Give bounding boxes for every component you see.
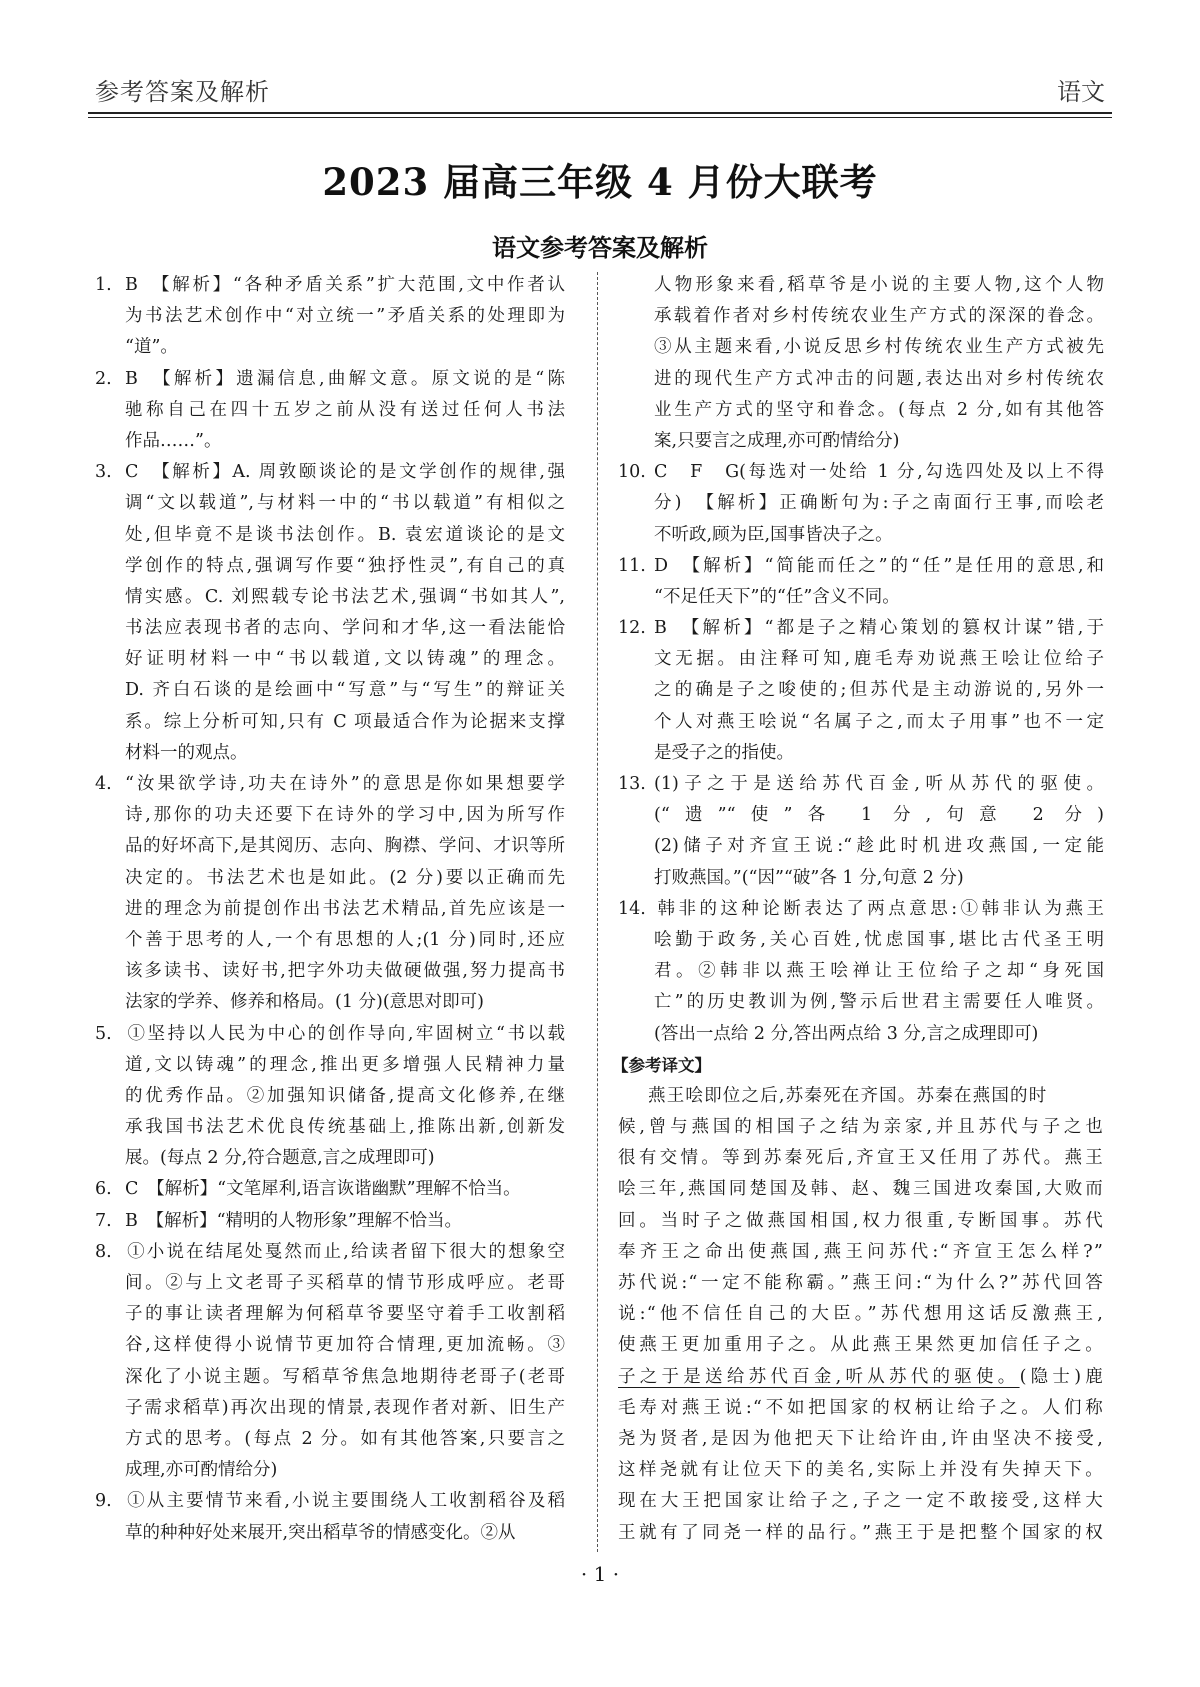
page-number: · 1 ·	[580, 1562, 620, 1586]
answer-line	[618, 301, 1104, 332]
answer-line	[95, 987, 565, 1018]
answer-item	[95, 1019, 565, 1175]
answer-line	[618, 582, 1104, 613]
answer-line	[618, 551, 1104, 582]
translation-line: 说:“他不信任自己的大臣。”苏代想用这话反激燕王,	[618, 1304, 1104, 1325]
answer-line	[95, 301, 565, 332]
answer-line	[95, 1424, 565, 1455]
answer-text: 处,但毕竟不是谈书法创作。B. 袁宏道谈论的是文	[125, 524, 565, 545]
answer-line	[95, 644, 565, 675]
answer-line	[95, 831, 565, 862]
translation-line: 尧为贤者,是因为他把天下让给许由,许由坚决不接受,	[618, 1428, 1104, 1449]
answer-line	[95, 1268, 565, 1299]
header-rule-thick	[88, 112, 1112, 114]
translation-line: 使燕王更加重用子之。从此燕王果然更加信任子之。	[618, 1335, 1104, 1356]
answer-text: 为书法艺术创作中“对立统一”矛盾关系的处理即为	[125, 306, 565, 327]
answer-line	[95, 1081, 565, 1112]
answer-item	[95, 270, 565, 364]
translation-line: 毛寿对燕王说:“不如把国家的权柄让给子之。人们称	[618, 1397, 1104, 1418]
answer-text: 情实感。C. 刘熙载专论书法艺术,强调“书如其人”,	[125, 586, 565, 607]
column-divider	[597, 272, 598, 1552]
answer-text: “道”。	[125, 337, 178, 358]
answer-item	[95, 1174, 565, 1205]
answer-item	[95, 769, 565, 1019]
header-subject-label: 语文	[1057, 78, 1105, 106]
answer-text: “不足任天下”的“任”含义不同。	[654, 586, 900, 607]
answer-text: 书法应表现书者的志向、学问和才华,这一看法能恰	[125, 618, 565, 639]
answer-text: 品的好坏高下,是其阅历、志向、胸襟、学问、才识等所	[125, 836, 565, 857]
answer-text: 材料一的观点。	[125, 742, 248, 763]
question-number: 9.	[95, 1491, 112, 1512]
question-number: 1.	[95, 275, 112, 295]
question-number: 10.	[618, 462, 646, 483]
answer-text: 驰称自己在四十五岁之前从没有送过任何人书法	[125, 399, 565, 420]
answer-item	[95, 457, 565, 769]
answer-text: C F G(每选对一处给 1 分,勾选四处及以上不得	[654, 462, 1104, 483]
answer-line	[618, 520, 1104, 551]
answer-line	[618, 1019, 1104, 1050]
answer-line	[618, 426, 1104, 457]
answer-text: 法家的学养、修养和格局。(1 分)(意思对即可)	[125, 992, 485, 1013]
translation-text: (隐士)鹿	[1019, 1366, 1104, 1387]
answer-text: 业生产方式的坚守和眷念。(每点 2 分,如有其他答	[654, 399, 1104, 420]
answer-text: D. 齐白石谈的是绘画中“写意”与“写生”的辩证关	[125, 680, 565, 701]
answer-line	[95, 738, 565, 769]
answer-text: 草的种种好处来展开,突出稻草爷的情感变化。②从	[125, 1522, 516, 1543]
question-number: 2.	[95, 368, 112, 389]
answer-text: 个人对燕王哙说“名属子之,而太子用事”也不一定	[654, 711, 1104, 732]
answer-line	[95, 863, 565, 894]
answer-text: 调“文以载道”,与材料一中的“书以载道”有相似之	[125, 493, 565, 514]
answer-line	[95, 270, 565, 301]
answer-text: 方式的思考。(每点 2 分。如有其他答案,只要言之	[125, 1428, 565, 1449]
answer-line	[95, 894, 565, 925]
answer-line	[618, 457, 1104, 488]
answer-line	[95, 1174, 565, 1205]
answer-text: 分) 【解析】正确断句为:子之南面行王事,而哙老	[654, 493, 1104, 514]
answer-line	[95, 1050, 565, 1081]
answer-text: 之的确是子之唆使的;但苏代是主动游说的,另外一	[654, 680, 1104, 701]
answer-line	[95, 1143, 565, 1174]
answer-text: 人物形象来看,稻草爷是小说的主要人物,这个人物	[654, 275, 1104, 295]
answer-line	[618, 270, 1104, 301]
answer-line	[95, 707, 565, 738]
answer-line	[618, 800, 1104, 831]
answer-item	[95, 1486, 565, 1548]
translation-line	[618, 1362, 1104, 1393]
answer-line	[95, 1362, 565, 1393]
answer-line	[95, 613, 565, 644]
answer-text: B 【解析】遗漏信息,曲解文意。原文说的是“陈	[125, 368, 565, 389]
answer-line	[95, 1299, 565, 1330]
answer-text: 韩非的这种论断表达了两点意思:①韩非认为燕王	[654, 898, 1104, 919]
answer-text: C 【解析】A. 周敦颐谈论的是文学创作的规律,强	[125, 462, 565, 483]
answer-text: 亡”的历史教训为例,警示后世君主需要任人唯贤。	[654, 992, 1104, 1013]
answer-line	[95, 1330, 565, 1361]
answer-text: ①小说在结尾处戛然而止,给读者留下很大的想象空	[125, 1241, 565, 1262]
answer-text: 君。②韩非以燕王哙禅让王位给子之却“身死国	[654, 961, 1104, 982]
answer-line	[618, 925, 1104, 956]
answer-line	[618, 769, 1104, 800]
translation-line: 苏代说:“一定不能称霸。”燕王问:“为什么?”苏代回答	[618, 1273, 1104, 1293]
answer-text: (2)储子对齐宣王说:“趁此时机进攻燕国,一定能	[654, 836, 1104, 857]
answer-line	[618, 831, 1104, 862]
answer-text: 谷,这样使得小说情节更加符合情理,更加流畅。③	[125, 1335, 565, 1356]
answer-text: 间。②与上文老哥子买稻草的情节形成呼应。老哥	[125, 1273, 565, 1293]
answer-line	[95, 1518, 565, 1549]
answer-line	[95, 332, 565, 363]
answer-text: 展。(每点 2 分,符合题意,言之成理即可)	[125, 1148, 435, 1169]
question-number: 14.	[618, 898, 646, 919]
answer-item	[95, 364, 565, 458]
answer-line	[95, 675, 565, 706]
answer-line	[618, 644, 1104, 675]
answer-line	[618, 987, 1104, 1018]
translation-line: 这样尧就有让位天下的美名,实际上并没有失掉天下。	[618, 1460, 1104, 1481]
answer-line	[618, 738, 1104, 769]
page-subtitle: 语文参考答案及解析	[492, 233, 708, 262]
answer-text: ①坚持以人民为中心的创作导向,牢固树立“书以载	[125, 1023, 565, 1044]
answer-text: 打败燕国。”(“因”“破”各 1 分,句意 2 分)	[654, 867, 964, 888]
answer-line	[95, 395, 565, 426]
running-header	[95, 72, 1105, 112]
translation-line: 哙三年,燕国同楚国及韩、赵、魏三国进攻秦国,大败而	[618, 1179, 1104, 1200]
answer-text: 成理,亦可酌情给分)	[125, 1460, 278, 1481]
answer-item	[618, 270, 1104, 457]
answer-text: 哙勤于政务,关心百姓,忧虑国事,堪比古代圣王明	[654, 929, 1104, 950]
answer-text: B 【解析】“都是子之精心策划的篡权计谋”错,于	[654, 618, 1104, 639]
answer-text: 不听政,顾为臣,国事皆决子之。	[654, 524, 893, 545]
answer-line	[95, 956, 565, 987]
answer-text: B 【解析】“各种矛盾关系”扩大范围,文中作者认	[125, 275, 565, 295]
question-number: 6.	[95, 1179, 112, 1200]
answer-line	[618, 707, 1104, 738]
answer-text: (答出一点给 2 分,答出两点给 3 分,言之成理即可)	[654, 1023, 1039, 1044]
answer-item	[618, 769, 1104, 894]
answer-line	[618, 364, 1104, 395]
question-number: 12.	[618, 618, 646, 639]
answer-line	[95, 925, 565, 956]
answer-line	[95, 364, 565, 395]
answer-item	[618, 894, 1104, 1050]
answer-line	[618, 863, 1104, 894]
answer-line	[95, 1019, 565, 1050]
answer-text: C 【解析】“文笔犀利,语言诙谐幽默”理解不恰当。	[125, 1179, 521, 1200]
translation-line: 回。当时子之做燕国相国,权力很重,专断国事。苏代	[618, 1210, 1104, 1231]
answer-line	[618, 395, 1104, 426]
answer-text: D 【解析】“简能而任之”的“任”是任用的意思,和	[654, 555, 1104, 576]
question-number: 13.	[618, 774, 646, 794]
answer-item	[95, 1206, 565, 1237]
answer-line	[95, 520, 565, 551]
answer-line	[95, 1393, 565, 1424]
answer-text: 诗,那你的功夫还要下在诗外的学习中,因为所写作	[125, 805, 565, 826]
header-section-label: 参考答案及解析	[95, 78, 270, 106]
answer-line	[95, 1237, 565, 1268]
answer-item	[618, 457, 1104, 551]
question-number: 5.	[95, 1023, 112, 1044]
translation-line: 候,曾与燕国的相国子之结为亲家,并且苏代与子之也	[618, 1117, 1104, 1138]
answer-text: 文无据。由注释可知,鹿毛寿劝说燕王哙让位给子	[654, 649, 1104, 670]
answer-line	[95, 1455, 565, 1486]
answer-text: B 【解析】“精明的人物形象”理解不恰当。	[125, 1210, 463, 1231]
right-column	[612, 270, 1104, 1549]
answer-text: 进的现代生产方式冲击的问题,表达出对乡村传统农	[654, 368, 1104, 389]
answer-text: 是受子之的指使。	[654, 742, 794, 763]
answer-text: 道,文以铸魂”的理念,推出更多增强人民精神力量	[125, 1054, 565, 1075]
answer-line	[618, 956, 1104, 987]
answer-text: 学创作的特点,强调写作要“独抒性灵”,有自己的真	[125, 555, 565, 576]
answer-line	[95, 1206, 565, 1237]
translation-heading: 【参考译文】	[612, 1055, 711, 1075]
answer-line	[95, 769, 565, 800]
answer-text: 该多读书、读好书,把字外功夫做硬做强,努力提高书	[125, 961, 565, 982]
answer-line	[618, 613, 1104, 644]
translation-line: 奉齐王之命出使燕国,燕王问苏代:“齐宣王怎么样?”	[618, 1241, 1104, 1262]
question-number: 8.	[95, 1241, 112, 1262]
answer-text: 承载着作者对乡村传统农业生产方式的深深的眷念。	[654, 306, 1104, 327]
answer-line	[618, 675, 1104, 706]
answer-item	[618, 551, 1104, 613]
answer-text: (“遗”“使”各 1 分,句意 2 分)	[654, 805, 1104, 826]
header-rule-thin	[88, 117, 1112, 118]
answer-text: 决定的。书法艺术也是如此。(2 分)要以正确而先	[125, 867, 565, 888]
answer-text: ③从主题来看,小说反思乡村传统农业生产方式被先	[654, 337, 1104, 358]
answer-text: 进的理念为前提创作出书法艺术精品,首先应该是一	[125, 898, 565, 919]
answer-text: 的优秀作品。②加强知识储备,提高文化修养,在继	[125, 1085, 565, 1106]
answer-text: (1)子之于是送给苏代百金,听从苏代的驱使。	[654, 774, 1104, 794]
question-number: 4.	[95, 774, 112, 794]
answer-item	[618, 613, 1104, 769]
answer-text: ①从主要情节来看,小说主要围绕人工收割稻谷及稻	[125, 1491, 565, 1512]
answer-text: 好证明材料一中“书以载道,文以铸魂”的理念。	[125, 649, 565, 670]
translation-line: 现在大王把国家让给子之,子之一定不敢接受,这样大	[618, 1491, 1104, 1512]
answer-text: “汝果欲学诗,功夫在诗外”的意思是你如果想要学	[125, 774, 565, 794]
answer-text: 子需求稻草)再次出现的情景,表现作者对新、旧生产	[125, 1397, 565, 1418]
answer-text: 作品……”。	[125, 430, 222, 451]
answer-line	[95, 551, 565, 582]
left-column	[95, 270, 565, 1549]
question-number: 7.	[95, 1210, 112, 1231]
answer-line	[618, 894, 1104, 925]
answer-line	[95, 488, 565, 519]
question-number: 3.	[95, 462, 112, 483]
answer-line	[95, 800, 565, 831]
answer-text: 子的事让读者理解为何稻草爷要坚守着手工收割稻	[125, 1304, 565, 1325]
translation-line: 很有交情。等到苏秦死后,齐宣王又任用了苏代。燕王	[618, 1148, 1104, 1169]
answer-line	[618, 332, 1104, 363]
answer-line	[95, 457, 565, 488]
answer-item	[95, 1237, 565, 1487]
underlined-sentence: 子之于是送给苏代百金,听从苏代的驱使。	[618, 1366, 1020, 1387]
answer-line	[95, 1112, 565, 1143]
answer-text: 深化了小说主题。写稻草爷焦急地期待老哥子(老哥	[125, 1366, 565, 1387]
answer-text: 个善于思考的人,一个有思想的人;(1 分)同时,还应	[125, 929, 565, 950]
answer-text: 案,只要言之成理,亦可酌情给分)	[654, 430, 900, 451]
answer-line	[618, 488, 1104, 519]
answer-line	[95, 426, 565, 457]
answer-text: 承我国书法艺术优良传统基础上,推陈出新,创新发	[125, 1117, 565, 1138]
translation-line: 王就有了同尧一样的品行。”燕王于是把整个国家的权	[618, 1522, 1104, 1543]
page-title: 2023 届高三年级 4 月份大联考	[322, 160, 878, 204]
answer-text: 系。综上分析可知,只有 C 项最适合作为论据来支撑	[125, 711, 565, 732]
question-number: 11.	[618, 555, 646, 576]
answer-line	[95, 1486, 565, 1517]
translation-line: 燕王哙即位之后,苏秦死在齐国。苏秦在燕国的时	[648, 1085, 1048, 1106]
answer-line	[95, 582, 565, 613]
